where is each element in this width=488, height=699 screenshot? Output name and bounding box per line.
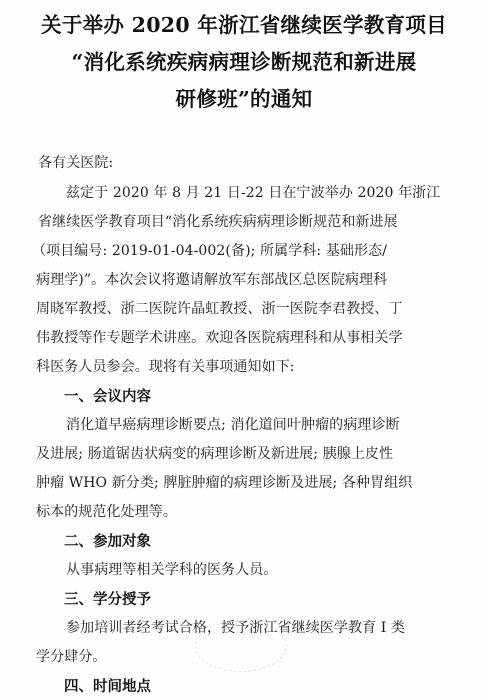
intro-line-7: 科医务人员参会。现将有关事项通知如下: bbox=[36, 359, 295, 375]
document-title-line-2: “消化系统疾病病理诊断规范和新进展 bbox=[71, 50, 417, 74]
intro-line-5: 周晓军教授、浙二医院许晶虹教授、浙一医院李君教授、丁 bbox=[36, 301, 403, 317]
section-heading-content: 一、会议内容 bbox=[64, 388, 151, 405]
document-title-line-1: 关于举办 2020 年浙江省继续医学教育项目 bbox=[41, 13, 447, 37]
intro-line-3: （项目编号: 2019-01-04-002(备); 所属学科: 基础形态/ bbox=[32, 243, 388, 259]
credits-line-1: 参加培训者经考试合格，授予浙江省继续医学教育 I 类 bbox=[66, 620, 406, 636]
content-line-3: 肿瘤 WHO 新分类; 脾脏肿瘤的病理诊断及进展; 各种胃组织 bbox=[36, 475, 413, 491]
credits-line-2: 学分肆分。 bbox=[36, 649, 107, 665]
intro-line-1: 兹定于 2020 年 8 月 21 日-22 日在宁波举办 2020 年浙江 bbox=[66, 185, 441, 201]
document-title-line-3: 研修班”的通知 bbox=[175, 87, 313, 111]
intro-line-6: 伟教授等作专题学术讲座。欢迎各医院病理科和从事相关学 bbox=[36, 330, 403, 346]
content-line-2: 及进展; 肠道锯齿状病变的病理诊断及新进展; 胰腺上皮性 bbox=[36, 446, 394, 462]
content-line-4: 标本的规范化处理等。 bbox=[36, 504, 177, 520]
greeting: 各有关医院: bbox=[38, 155, 114, 171]
participants-line-1: 从事病理等相关学科的医务人员。 bbox=[66, 562, 278, 578]
section-heading-participants: 二、参加对象 bbox=[64, 533, 151, 550]
intro-line-2: 省继续医学教育项目“消化系统疾病病理诊断规范和新进展 bbox=[38, 214, 398, 230]
content-line-1: 消化道早癌病理诊断要点; 消化道间叶肿瘤的病理诊断 bbox=[66, 417, 400, 433]
section-heading-time-place: 四、时间地点 bbox=[64, 678, 151, 695]
faint-stamp-mark bbox=[195, 620, 287, 672]
section-heading-credits: 三、学分授予 bbox=[64, 591, 151, 608]
intro-line-4: 病理学)”。本次会议将邀请解放军东部战区总医院病理科 bbox=[36, 272, 388, 288]
